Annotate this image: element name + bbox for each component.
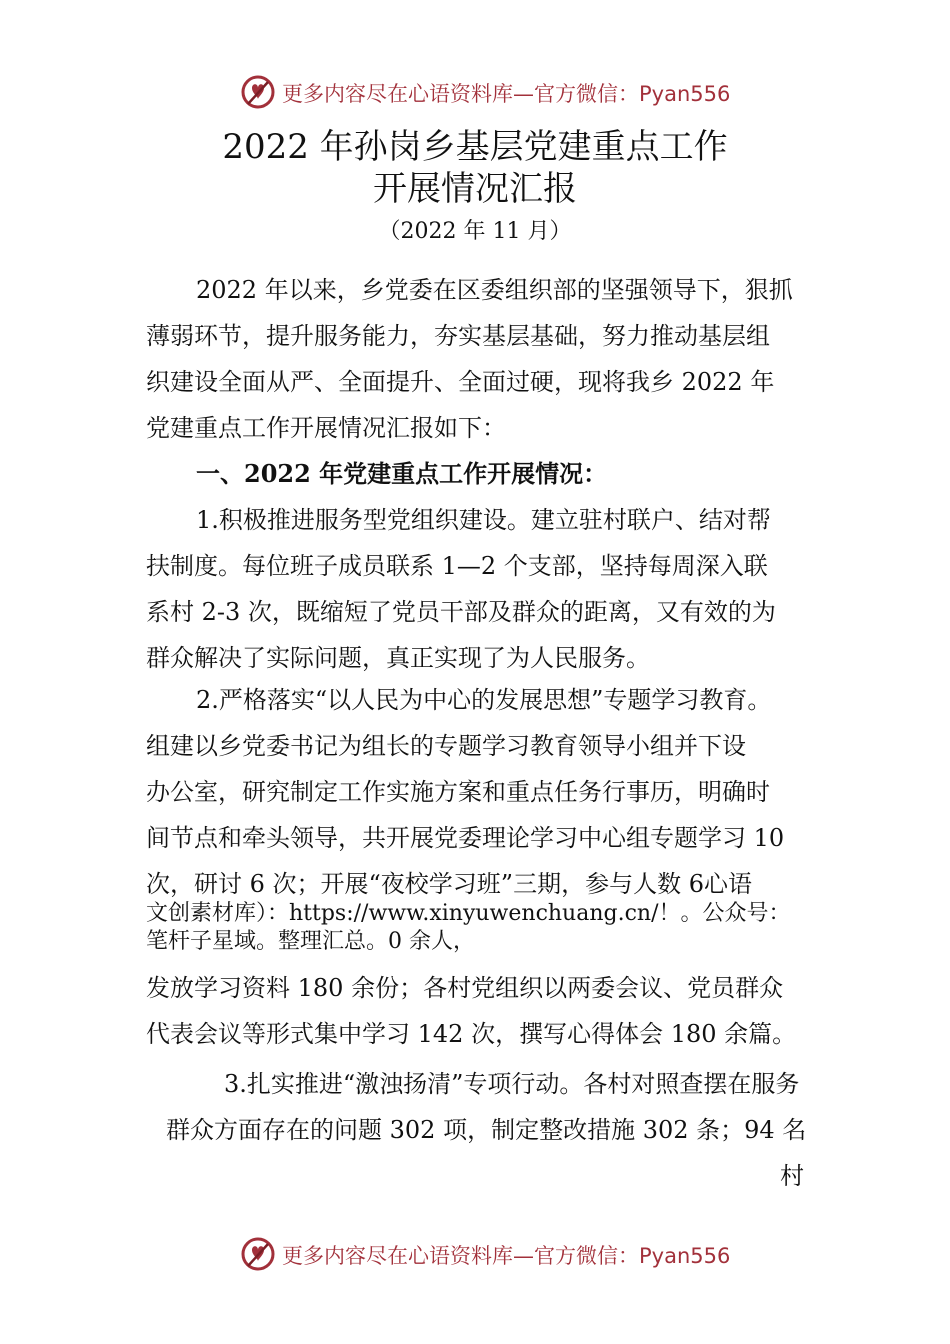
body-line: 群众方面存在的问题 302 项，制定整改措施 302 条；94 名 [166, 1116, 807, 1144]
body-line: 薄弱环节，提升服务能力，夯实基层基础，努力推动基层组 [146, 322, 770, 350]
body-line: 笔杆子星域。整理汇总。0 余人， [146, 929, 475, 954]
heart-pen-logo-icon [240, 1236, 276, 1272]
body-line: 扶制度。每位班子成员联系 1—2 个支部，坚持每周深入联 [146, 552, 768, 580]
doc-date: （2022 年 11 月） [378, 219, 572, 244]
body-line: 3.扎实推进“激浊扬清”专项行动。各村对照查摆在服务 [224, 1070, 800, 1098]
body-line: 文创素材库）：https://www.xinyuwenchuang.cn/！。公众号： [146, 901, 791, 926]
body-line: 群众解决了实际问题，真正实现了为人民服务。 [146, 644, 650, 672]
body-line: 系村 2-3 次，既缩短了党员干部及群众的距离，又有效的为 [146, 598, 776, 626]
body-line: 2022 年以来，乡党委在区委组织部的坚强领导下，狠抓 [196, 276, 793, 304]
body-line: 代表会议等形式集中学习 142 次，撰写心得体会 180 余篇。 [146, 1020, 797, 1048]
doc-title-line1: 2022 年孙岗乡基层党建重点工作 [222, 127, 728, 167]
heart-pen-logo-icon [240, 74, 276, 110]
body-line: 发放学习资料 180 余份；各村党组织以两委会议、党员群众 [146, 974, 784, 1002]
body-line: 村 [780, 1162, 804, 1190]
body-line: 2.严格落实“以人民为中心的发展思想”专题学习教育。 [196, 686, 772, 714]
footer-banner [0, 1234, 950, 1274]
banner-text: 更多内容尽在心语资料库—官方微信：Pyan556 [282, 82, 731, 106]
body-line: 织建设全面从严、全面提升、全面过硬，现将我乡 2022 年 [146, 368, 775, 396]
section-heading: 一、2022 年党建重点工作开展情况： [196, 459, 608, 488]
banner-text: 更多内容尽在心语资料库—官方微信：Pyan556 [282, 1244, 731, 1268]
body-line: 组建以乡党委书记为组长的专题学习教育领导小组并下设 [146, 732, 746, 760]
body-line: 党建重点工作开展情况汇报如下： [146, 414, 506, 442]
doc-title-line2: 开展情况汇报 [373, 169, 577, 209]
body-line: 办公室，研究制定工作实施方案和重点任务行事历，明确时 [146, 778, 770, 806]
wechat-id: Pyan556 [639, 82, 731, 106]
wechat-id: Pyan556 [639, 1244, 731, 1268]
body-line: 次，研讨 6 次；开展“夜校学习班”三期，参与人数 6心语 [146, 870, 752, 898]
body-line: 1.积极推进服务型党组织建设。建立驻村联户、结对帮 [196, 506, 771, 534]
body-line: 间节点和牵头领导，共开展党委理论学习中心组专题学习 10 [146, 824, 785, 852]
header-banner [0, 72, 950, 112]
